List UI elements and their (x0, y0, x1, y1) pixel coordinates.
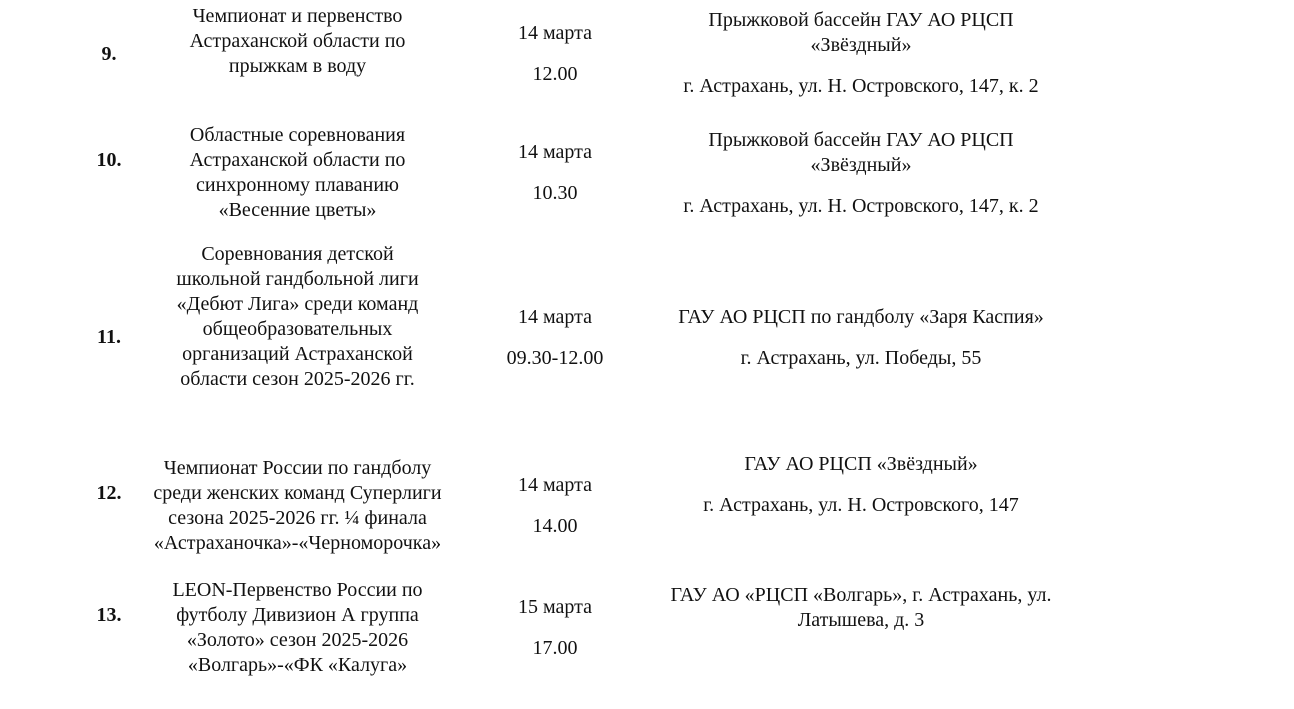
event-date: 14 марта (518, 474, 592, 496)
row-number: 12. (96, 482, 122, 504)
event-name (130, 123, 465, 223)
event-line: «Весенние цветы» (218, 199, 377, 221)
event-line: Чемпионат России по гандболу (163, 457, 432, 479)
event-venue (640, 452, 1082, 518)
event-time: 17.00 (532, 637, 578, 659)
event-line: среди женских команд Суперлиги (153, 482, 442, 504)
event-line: «Дебют Лига» среди команд (176, 293, 419, 315)
event-name (130, 578, 465, 678)
event-line: Соревнования детской (201, 243, 394, 265)
venue-line: ГАУ АО РЦСП «Звёздный» (744, 453, 978, 475)
venue-line: «Звёздный» (810, 34, 912, 56)
event-date-time (480, 21, 630, 87)
event-date-time (480, 140, 630, 206)
event-time: 14.00 (532, 515, 578, 537)
event-line: «Астраханочка»-«Черноморочка» (153, 532, 442, 554)
event-time: 12.00 (532, 63, 578, 85)
event-line: футболу Дивизион А группа (176, 604, 419, 626)
event-line: школьной гандбольной лиги (176, 268, 419, 290)
event-line: синхронному плаванию (196, 174, 399, 196)
event-name (130, 4, 465, 79)
event-venue (640, 128, 1082, 219)
venue-line: «Звёздный» (810, 154, 912, 176)
venue-address: г. Астрахань, ул. Победы, 55 (740, 347, 982, 369)
event-line: «Волгарь»-«ФК «Калуга» (187, 654, 408, 676)
event-date: 14 марта (518, 22, 592, 44)
row-number: 9. (101, 43, 117, 65)
event-date: 15 марта (518, 596, 592, 618)
event-line: Областные соревнования (189, 124, 406, 146)
venue-line: Прыжковой бассейн ГАУ АО РЦСП (708, 129, 1014, 151)
event-line: области сезон 2025-2026 гг. (180, 368, 415, 390)
venue-address: г. Астрахань, ул. Н. Островского, 147, к. 2 (683, 75, 1039, 97)
event-line: Астраханской области по (189, 30, 406, 52)
event-line: организаций Астраханской (182, 343, 413, 365)
venue-address: г. Астрахань, ул. Н. Островского, 147 (703, 494, 1019, 516)
event-venue (640, 583, 1082, 633)
event-time: 09.30-12.00 (506, 347, 604, 369)
event-line: прыжкам в воду (228, 55, 367, 77)
event-venue (640, 8, 1082, 99)
venue-address: г. Астрахань, ул. Н. Островского, 147, к. 2 (683, 195, 1039, 217)
event-name (130, 456, 465, 556)
row-number: 10. (96, 149, 122, 171)
event-date: 14 марта (518, 141, 592, 163)
venue-line: ГАУ АО «РЦСП «Волгарь», г. Астрахань, ул. (670, 584, 1052, 606)
event-time: 10.30 (532, 182, 578, 204)
venue-line: ГАУ АО РЦСП по гандболу «Заря Каспия» (678, 306, 1044, 328)
event-date-time (480, 305, 630, 371)
row-number: 11. (97, 326, 121, 348)
event-line: сезона 2025-2026 гг. ¼ финала (168, 507, 427, 529)
event-venue (640, 305, 1082, 371)
event-line: Чемпионат и первенство (192, 5, 403, 27)
event-line: LEON-Первенство России по (172, 579, 423, 601)
row-number: 13. (96, 604, 122, 626)
event-date-time (480, 473, 630, 539)
event-line: «Золото» сезон 2025-2026 (186, 629, 409, 651)
venue-line: Прыжковой бассейн ГАУ АО РЦСП (708, 9, 1014, 31)
event-name (130, 242, 465, 392)
event-date-time (480, 595, 630, 661)
venue-line: Латышева, д. 3 (797, 609, 925, 631)
event-date: 14 марта (518, 306, 592, 328)
event-line: Астраханской области по (189, 149, 406, 171)
event-line: общеобразовательных (202, 318, 393, 340)
